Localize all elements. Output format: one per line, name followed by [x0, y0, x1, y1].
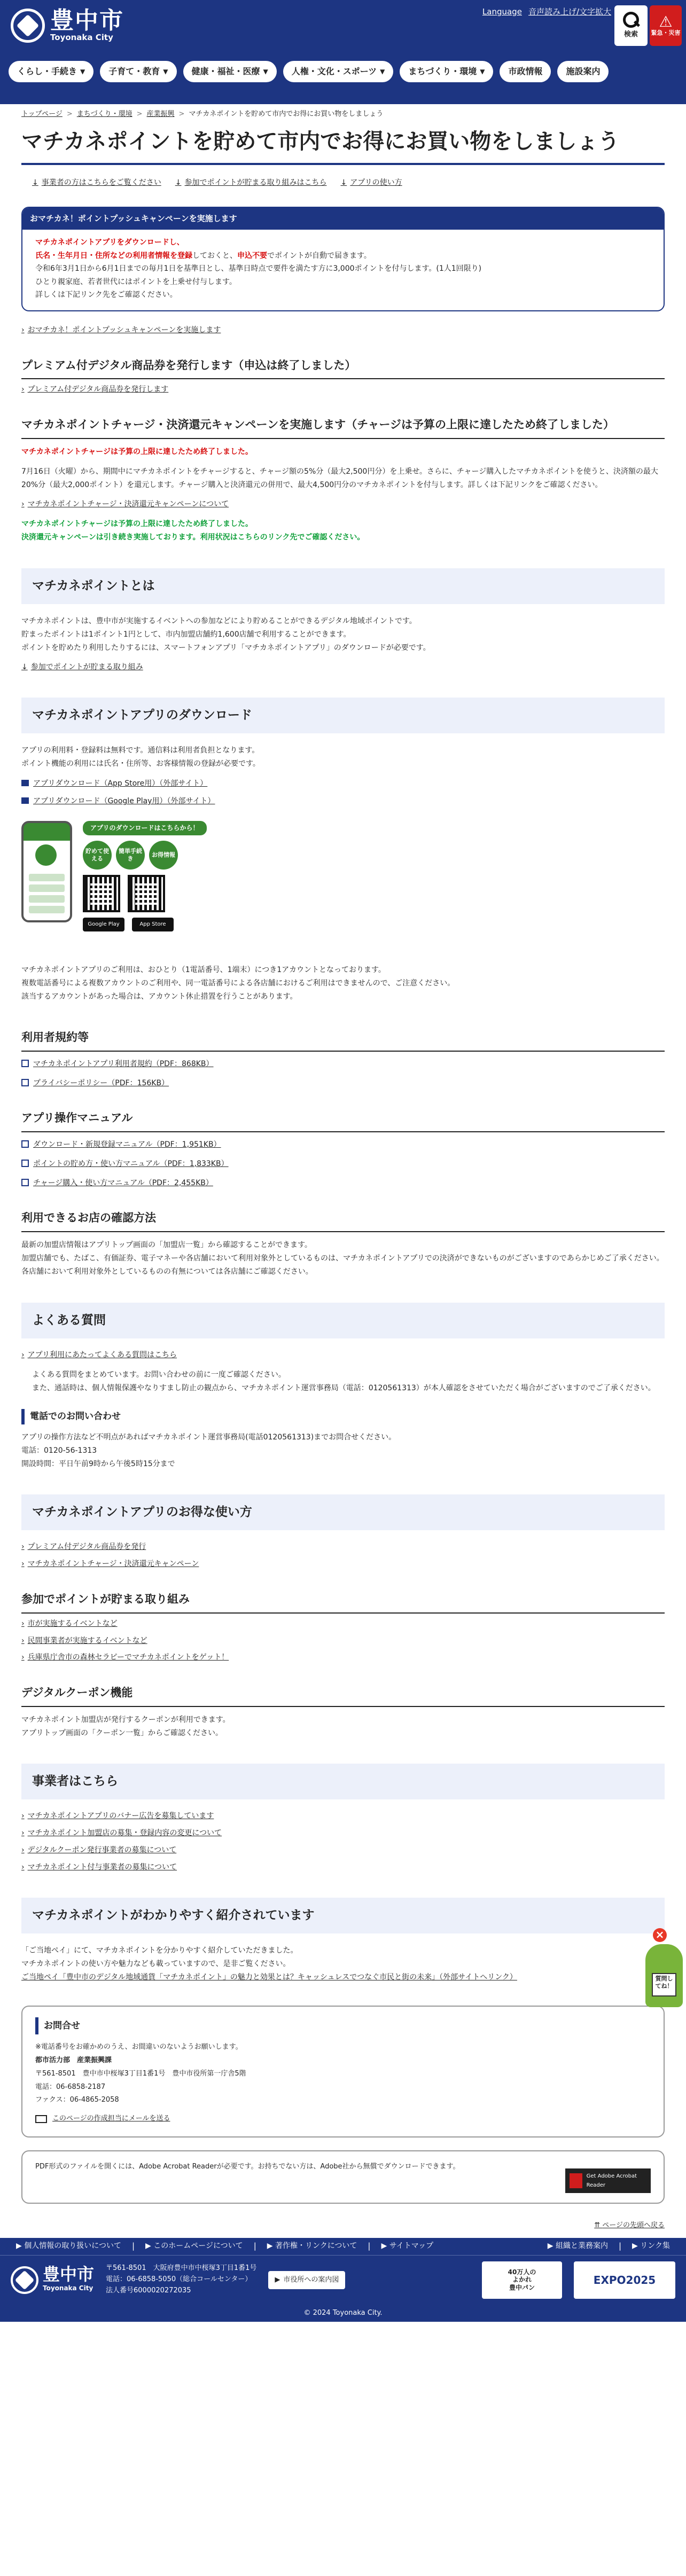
googleplay-link[interactable]: アプリダウンロード（Google Play用）（外部サイト） — [21, 795, 665, 808]
footer-link[interactable]: ▶ 著作権・リンクについて — [267, 2241, 357, 2250]
logo-main-text: 豊中市 — [50, 7, 124, 34]
chat-mascot[interactable] — [645, 1928, 684, 2008]
section-heading: マチカネポイントとは — [21, 568, 665, 604]
biz-link[interactable]: › デジタルクーポン発行事業者の募集について — [21, 1845, 177, 1854]
city-emblem-icon — [11, 9, 45, 43]
site-logo[interactable] — [11, 9, 124, 43]
section-heading: マチカネポイントがわかりやすく紹介されています — [21, 1898, 665, 1933]
section-heading: 利用できるお店の確認方法 — [21, 1205, 665, 1232]
pdf-icon — [21, 1179, 29, 1186]
qr-code-icon — [128, 875, 165, 912]
page-title: マチカネポイントを貯めて市内でお得にお買い物をしましょう — [21, 124, 665, 165]
city-emblem-icon — [11, 2266, 38, 2294]
join-item-link[interactable]: › 兵庫県庁舎市の森林セラピーでマチカネポイントをゲット！ — [21, 1653, 229, 1662]
section-heading: 電話でのお問い合わせ — [21, 1409, 665, 1424]
arrow-down-icon: ↓ — [21, 663, 28, 672]
gnav-item[interactable]: 施設案内 — [557, 61, 609, 82]
section-heading: よくある質問 — [21, 1303, 665, 1338]
section-heading: マチカネポイントアプリのダウンロード — [21, 698, 665, 733]
intro-external-link[interactable]: ご当地ペイ「豊中市のデジタル地域通貨「マチカネポイント」の魅力と効果とは？キャッシュレスでつなぐ市民と街の未来」（外部サイトへリンク） — [21, 1972, 517, 1982]
join-item-link[interactable]: › 民間事業者が実施するイベントなど — [21, 1636, 147, 1645]
footer-link[interactable]: ▶ リンク集 — [632, 2241, 670, 2250]
biz-link[interactable]: › マチカネポイント付与事業者の募集について — [21, 1862, 177, 1872]
breadcrumb-link[interactable]: まちづくり・環境 — [76, 110, 132, 118]
chevron-down-icon: ▼ — [263, 67, 268, 75]
arrow-down-icon: ↓ — [32, 178, 38, 187]
biz-link[interactable]: › マチカネポイント加盟店の募集・登録内容の変更について — [21, 1829, 222, 1838]
gnav-item[interactable]: 市政情報 — [500, 61, 551, 82]
section-heading: プレミアム付デジタル商品券を発行します（申込は終了しました） — [21, 353, 665, 380]
gnav-item[interactable]: 子育て・教育 ▼ — [100, 61, 176, 82]
search-icon — [622, 11, 640, 29]
pdf-link[interactable]: チャージ購入・使い方マニュアル（PDF：2,455KB） — [21, 1177, 665, 1190]
chevron-down-icon: ▼ — [380, 67, 385, 75]
promo-badge[interactable]: 40万人の よかれ 豊中パン — [482, 2261, 562, 2299]
mail-icon — [35, 2115, 47, 2123]
close-icon[interactable]: × — [653, 1928, 667, 1942]
footer-link[interactable]: ▶ 個人情報の取り扱いについて — [16, 2241, 121, 2250]
chevron-down-icon: ▼ — [480, 67, 485, 75]
arrow-down-icon: ↓ — [340, 178, 347, 187]
mascot-sign: 質問してね！ — [652, 1973, 676, 1996]
section-heading: デジタルクーポン機能 — [21, 1680, 665, 1707]
section-heading: 利用者規約等 — [21, 1025, 665, 1052]
mail-link[interactable]: このページの作成担当にメールを送る — [35, 2112, 651, 2126]
page-top — [0, 2220, 686, 2238]
external-link-icon — [21, 780, 29, 786]
utility-links — [482, 5, 611, 19]
search-button[interactable]: 検索 — [614, 5, 648, 46]
logo-sub-text: Toyonaka City — [50, 33, 113, 42]
emergency-button[interactable]: ⚠ 緊急・災害 — [650, 5, 682, 46]
site-header — [0, 0, 686, 104]
external-link-icon — [21, 797, 29, 804]
pdf-icon — [21, 1079, 29, 1086]
footer-nav: ▶ 個人情報の取り扱いについて | ▶ このホームページについて | ▶ 著作権・リンクについて | ▶ サイトマップ ▶ 組織と業務案内 | ▶ リンク集 — [0, 2238, 686, 2255]
footer-address: 〒561-8501 大阪府豊中市中桜塚3丁目1番1号 電話：06-6858-5050（総合コールセンター） 法人番号6000020272035 — [106, 2264, 257, 2295]
pdf-link[interactable]: ダウンロード・新規登録マニュアル（PDF：1,951KB） — [21, 1139, 665, 1152]
arrow-right-icon: › — [21, 1829, 25, 1838]
map-icon: ▶ — [275, 2275, 280, 2284]
arrow-up-icon: ⇈ — [594, 2221, 603, 2229]
phone-image — [21, 821, 72, 922]
map-button[interactable]: ▶ 市役所への案内図 — [268, 2271, 345, 2289]
arrow-right-icon: › — [21, 1560, 25, 1569]
acrobat-icon — [570, 2173, 582, 2188]
arrow-right-icon: › — [21, 1636, 25, 1645]
pdf-icon — [21, 1160, 29, 1167]
campaign-link[interactable]: › おマチカネ！ポイントプッシュキャンペーンを実施します — [21, 325, 221, 334]
gnav-item[interactable]: くらし・手続き ▼ — [9, 61, 93, 82]
charge-campaign-link[interactable]: › マチカネポイントチャージ・決済還元キャンペーンについて — [21, 500, 229, 509]
deal-link[interactable]: › プレミアム付デジタル商品券を発行 — [21, 1543, 146, 1552]
arrow-right-icon: › — [21, 325, 25, 334]
expo-badge[interactable]: EXPO2025 — [574, 2261, 675, 2299]
biz-link[interactable]: › マチカネポイントアプリのバナー広告を募集しています — [21, 1812, 214, 1821]
gnav-item[interactable]: まちづくり・環境 ▼ — [400, 61, 493, 82]
premium-link[interactable]: › プレミアム付デジタル商品券を発行します — [21, 385, 169, 394]
googleplay-badge[interactable]: Google Play — [83, 918, 124, 931]
arrow-right-icon: › — [21, 1350, 25, 1359]
anchor-link[interactable]: ↓ 事業者の方はこちらをご覧ください — [32, 178, 161, 187]
pdf-icon — [21, 1140, 29, 1148]
site-footer — [0, 2255, 686, 2305]
breadcrumb-link[interactable]: トップページ — [21, 110, 63, 118]
section-heading: 事業者はこちら — [21, 1764, 665, 1799]
accessibility-link[interactable]: 音声読み上げ/文字拡大 — [528, 7, 611, 17]
arrow-right-icon: › — [21, 1845, 25, 1854]
arrow-right-icon: › — [21, 385, 25, 394]
section-heading: マチカネポイントチャージ・決済還元キャンペーンを実施します（チャージは予算の上限に達したため終了しました） — [21, 412, 665, 439]
gnav-item[interactable]: 健康・福祉・医療 ▼ — [183, 61, 277, 82]
faq-link[interactable]: › アプリ利用にあたってよくある質問はこちら — [21, 1350, 177, 1359]
notice-heading: おマチカネ！ポイントプッシュキャンペーンを実施します — [22, 208, 664, 230]
footer-link[interactable]: ▶ このホームページについて — [145, 2241, 243, 2250]
arrow-down-icon: ↓ — [175, 178, 182, 187]
footer-link[interactable]: ▶ 組織と業務案内 — [547, 2241, 608, 2250]
arrow-right-icon: › — [21, 500, 25, 509]
pdf-icon — [21, 1060, 29, 1067]
language-link[interactable]: Language — [482, 7, 522, 17]
campaign-notice: おマチカネ！ポイントプッシュキャンペーンを実施します マチカネポイントアプリをダウンロードし、 氏名・生年月日・住所などの利用者情報を登録しておくと、申込不要でポイントが自動で届きます。 令和6年3月1日から6月1日までの毎月1日を基準日とし、基準日時点で要件を満たす方に3,000ポイントを付与します。(1人1回限り) ひとり親家庭、若者世代にはポイントを上乗せ付与します。 詳しくは下記リンク先をご確認ください。 — [21, 207, 665, 311]
chevron-down-icon: ▼ — [163, 67, 168, 75]
page-anchors — [21, 165, 665, 201]
section-heading: 参加でポイントが貯まる取り組み — [21, 1587, 665, 1614]
breadcrumb-link[interactable]: 産業振興 — [146, 110, 175, 118]
anchor-link[interactable]: ↓ アプリの使い方 — [340, 178, 402, 187]
arrow-right-icon: › — [21, 1812, 25, 1821]
acrobat-download-button[interactable]: Get Adobe Acrobat Reader — [565, 2168, 651, 2193]
warning-icon: ⚠ — [659, 13, 673, 31]
deal-link[interactable]: › マチカネポイントチャージ・決済還元キャンペーン — [21, 1560, 199, 1569]
appstore-link[interactable]: アプリダウンロード（App Store用）（外部サイト） — [21, 778, 665, 790]
anchor-link[interactable]: ↓ 参加でポイントが貯まる取り組みはこちら — [175, 178, 327, 187]
pdf-link[interactable]: マチカネポイントアプリ利用者規約（PDF：868KB） — [21, 1058, 665, 1071]
arrow-right-icon: › — [21, 1543, 25, 1552]
footer-logo[interactable]: 豊中市 Toyonaka City — [11, 2266, 94, 2293]
gnav-item[interactable]: 人権・文化・スポーツ ▼ — [283, 61, 394, 82]
join-link[interactable]: ↓ 参加でポイントが貯まる取り組み — [21, 663, 143, 672]
arrow-right-icon: › — [21, 1653, 25, 1662]
page-top-link[interactable]: ⇈ ページの先頭へ戻る — [594, 2221, 665, 2229]
footer-link[interactable]: ▶ サイトマップ — [381, 2241, 434, 2250]
appstore-badge[interactable]: App Store — [132, 918, 174, 931]
main-content: マチカネポイントを貯めて市内でお得にお買い物をしましょう ↓ 事業者の方はこちらをご覧ください ↓ 参加でポイントが貯まる取り組みはこちら ↓ アプリの使い方 おマチカネ！ポイントプッシュキャンペーンを実施します マチカネポイントアプリをダウンロードし、 氏名・生年月日・住所などの利用者情報を登録しておくと、申込不要でポイントが自動で届きます。 令和6年3月1日から6月1日までの毎月1日を基準日とし、基準日時点で要件を満たす方に3,000ポイントを付与します。(1人1回限り) ひとり親家庭、若者世代にはポイントを上乗せ付与します。 詳しくは下記リンク先をご確認ください。 › おマチカネ！ポイントプッシュキャンペーンを実施します プレミアム付デジタル商品券を発行します（申込は終了しました） › プレミアム付デジタル商品券を発行します マチカネポイントチャージ・決済還元キャンペーンを実施します（チャージは予算の上限に達したため終了しました） マチカネポイントチャージは予算の上限に達したため終了しました。 7月16日（火曜）から、期間中にマチカネポイントをチャージすると、チャージ額の5%分（最大2,500円分）を上乗せ。さらに、チャージ購入したマチカネポイントを使うと、決済額の最大20%分（最大2,000ポイント）を還元します。チャージ購入と決済還元の併用で、最大4,500円分のマチカネポイントを付与します。詳しくは下記リンクをご確認ください。 › マチカネポイントチャージ・決済還元キャンペーンについて マチカネポイントチャージは予算の上限に達したため終了しました。 決済還元キャンペーンは引き続き実施しております。利用状況はこちらのリンク先でご確認ください。 マチカネポイントとは マチカネポイントは、豊中市が実施するイベントへの参加などにより貯めることができるデジタル地域ポイントです。 貯まったポイントは1ポイント1円として、市内加盟店舗約1,600店舗で利用することができます。 ポイントを貯めたり利用したりするには、スマートフォンアプリ「マチカネポイントアプリ」のダウンロードが必要です。 ↓ 参加でポイントが貯まる取り組み マチカネポイントアプリのダウンロード アプリの利用料・登録料は無料です。通信料は利用者負担となります。 ポイント機能の利用には氏名・住所等、お客様情報の登録が必要です。 アプリダウンロード（App Store用）（外部サイト） アプリダウンロード（Google Play用）（外部サイト） アプリのダウンロードはこちらから！ 貯めて使える 簡単手続き お得情報 Google Play App Store マチカネポイントアプリのご利用は、おひとり（1電話番号、1端末）につき1アカウントとなっております。 複数電話番号による複数アカウントのご利用や、同一電話番号による各店舗におけるご利用はできませんので、ご注意ください。 該当するアカウントがあった場合は、アカウント休止措置を行うことがあります。 利用者規約等 マチカネポイントアプリ利用者規約（PDF：868KB） プライバシーポリシー（PDF：156KB） アプリ操作マニュアル ダウンロード・新規登録マニュアル（PDF：1,951KB） ポイントの貯め方・使い方マニュアル（PDF：1,833KB） チャージ購入・使い方マニュアル（PDF：2,455KB） 利用できるお店の確認方法 最新の加盟店情報はアプリトップ画面の「加盟店一覧」から確認することができます。 加盟店舗でも、たばこ、有価証券、電子マネーや各店舗において利用対象外としているものは、マチカネポイントアプリでの決済ができないものがございますのであらかじめご了承ください。 各店舗において利用対象外としているものの有無については各店舗にご確認ください。 よくある質問 › アプリ利用にあたってよくある質問はこちら よくある質問をまとめています。お問い合わせの前に一度ご確認ください。 また、通話時は、個人情報保護やなりすまし防止の観点から、マチカネポイント運営事務局（電話：0120561313）が本人確認をさせていただく場合がございますのでご了承ください。 電話でのお問い合わせ アプリの操作方法など不明点があればマチカネポイント運営事務局(電話0120561313)までお問合せください。 電話：0120-56-1313 開設時間：平日午前9時から午後5時15分まで マチカネポイントアプリのお得な使い方 › プレミアム付デジタル商品券を発行 › マチカネポイントチャージ・決済還元キャンペーン 参加でポイントが貯まる取り組み › 市が実施するイベントなど › 民間事業者が実施するイベントなど › 兵庫県庁舎市の森林セラピーでマチカネポイントをゲット！ デジタルクーポン機能 マチカネポイント加盟店が発行するクーポンが利用できます。 アプリトップ画面の「クーポン一覧」からご確認ください。 事業者はこちら › マチカネポイントアプリのバナー広告を募集しています › マチカネポイント加盟店の募集・登録内容の変更について › デジタルクーポン発行事業者の募集について › マチカネポイント付与事業者の募集について マチカネポイントがわかりやすく紹介されています 「ご当地ぺイ」にて、マチカネポイントを分かりやすく紹介していただきました。 マチカネポイントの使い方や魅力なども載っていますので、是非ご覧ください。 ご当地ペイ「豊中市のデジタル地域通貨「マチカネポイント」の魅力と効果とは？キャッシュレスでつなぐ市民と街の未来」（外部サイトへリンク） お問合せ ※電話番号をお確かめのうえ、お間違いのないようお願いします。 都市活力部 産業振興課 〒561-8501 豊中市中桜塚3丁目1番1号 豊中市役所第一庁舎5階 電話：06-6858-2187 ファクス：06-4865-2058 このページの作成担当にメールを送る PDF形式のファイルを開くには、Adobe Acrobat Readerが必要です。お持ちでない方は、Adobe社から無償でダウンロードできます。 Get Adobe Acrobat Reader — [0, 124, 686, 2203]
global-nav — [9, 61, 609, 82]
pdf-link[interactable]: プライバシーポリシー（PDF：156KB） — [21, 1077, 665, 1090]
inquiry-box: お問合せ ※電話番号をお確かめのうえ、お間違いのないようお願いします。 都市活力部 産業振興課 〒561-8501 豊中市中桜塚3丁目1番1号 豊中市役所第一庁舎5階 電話：06-6858-2187 ファクス：06-4865-2058 このページの作成担当にメールを送る — [21, 2006, 665, 2137]
acrobat-notice: PDF形式のファイルを開くには、Adobe Acrobat Readerが必要です。お持ちでない方は、Adobe社から無償でダウンロードできます。 Get Adobe Acrobat Reader — [21, 2150, 665, 2204]
copyright: © 2024 Toyonaka City. — [0, 2305, 686, 2322]
join-item-link[interactable]: › 市が実施するイベントなど — [21, 1619, 118, 1628]
breadcrumb-current: マチカネポイントを貯めて市内でお得にお買い物をしましょう — [189, 110, 384, 118]
chevron-down-icon: ▼ — [80, 67, 85, 75]
section-heading: アプリ操作マニュアル — [21, 1106, 665, 1132]
qr-code-icon — [83, 875, 120, 912]
section-heading: マチカネポイントアプリのお得な使い方 — [21, 1494, 665, 1530]
arrow-right-icon: › — [21, 1619, 25, 1628]
pdf-link[interactable]: ポイントの貯め方・使い方マニュアル（PDF：1,833KB） — [21, 1158, 665, 1171]
breadcrumb: トップページ > まちづくり・環境 > 産業振興 > マチカネポイントを貯めて市内でお得にお買い物をしましょう — [0, 104, 686, 124]
arrow-right-icon: › — [21, 1862, 25, 1872]
app-download-banner: アプリのダウンロードはこちらから！ 貯めて使える 簡単手続き お得情報 Google Play App Store — [21, 821, 665, 931]
